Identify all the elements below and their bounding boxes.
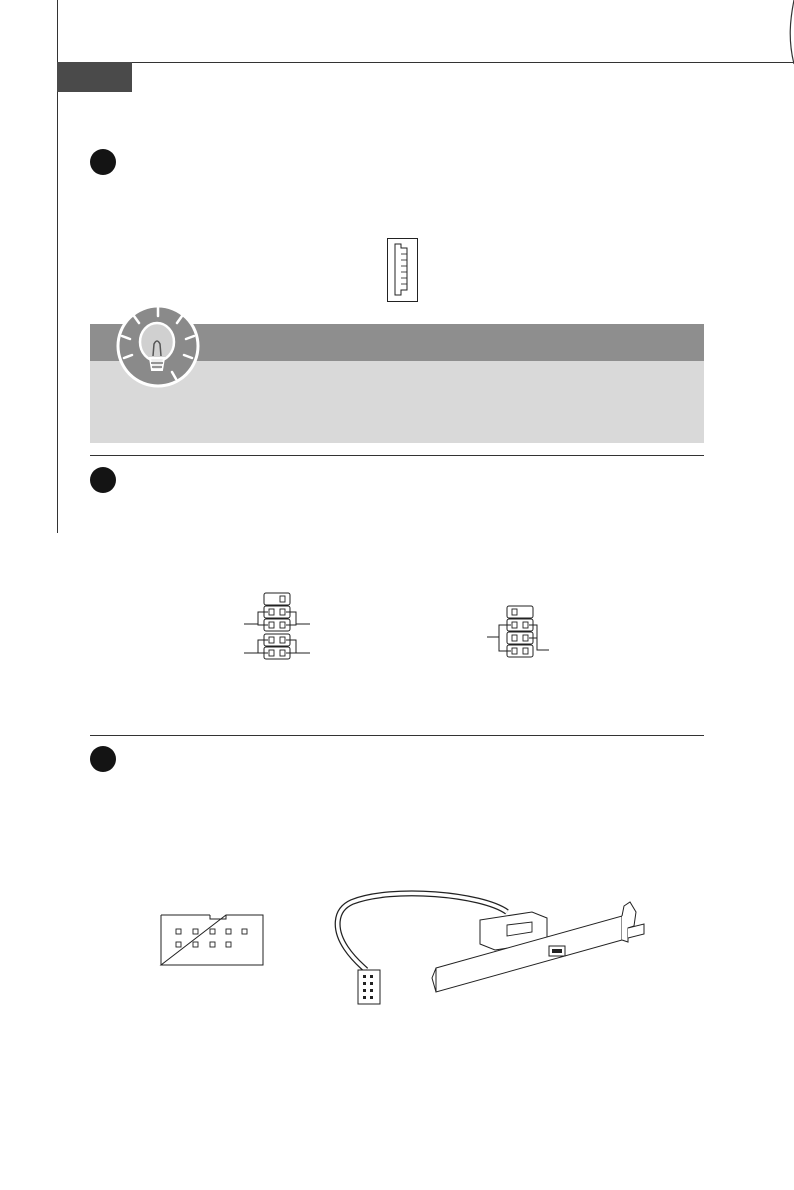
header-rule	[57, 62, 794, 63]
pin-header-outline-icon	[160, 914, 264, 966]
section-bullet-1394	[90, 746, 116, 772]
lightbulb-tip-icon	[112, 300, 204, 392]
section-divider-1	[90, 455, 704, 456]
bracket-cable-icon	[332, 890, 652, 1030]
sata-connector-icon	[387, 238, 418, 302]
pin-header-8-icon	[487, 605, 553, 675]
section-divider-2	[90, 735, 704, 736]
section-bullet-sata	[90, 149, 116, 175]
pin-header-10-icon	[244, 592, 314, 672]
section-bullet-usb	[90, 467, 116, 493]
chapter-tab	[57, 62, 132, 92]
page-edge-curl-icon	[740, 0, 794, 64]
